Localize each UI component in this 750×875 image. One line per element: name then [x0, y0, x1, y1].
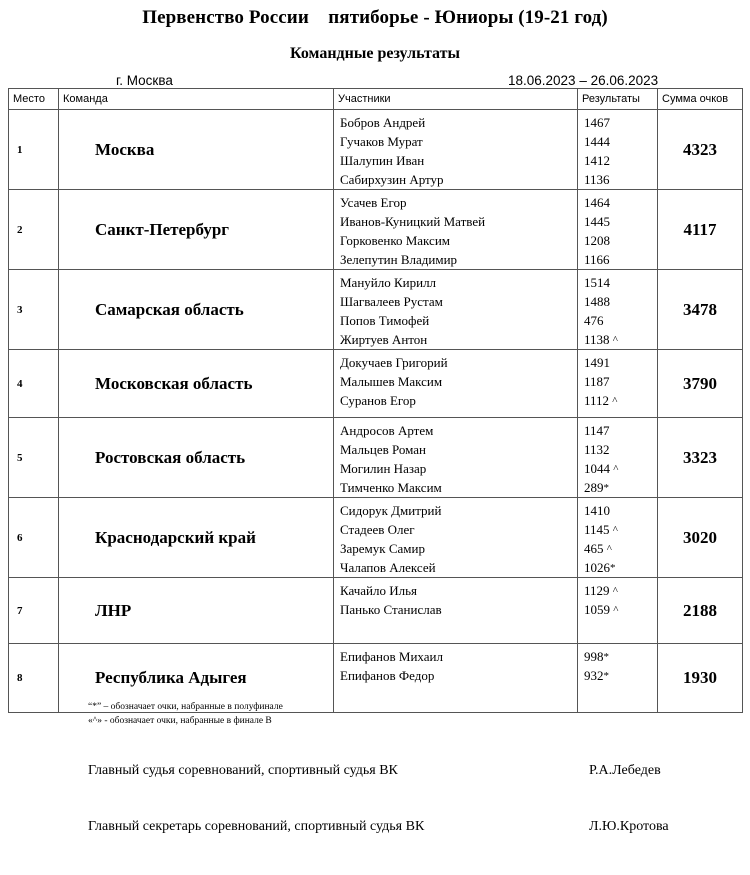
result-list: [578, 270, 657, 349]
cell-place: 1: [9, 110, 59, 190]
result-value: 1147: [584, 423, 610, 438]
cell-place: 6: [9, 498, 59, 578]
member-name: Жиртуев Антон: [340, 332, 428, 347]
result-value: 1136: [584, 172, 610, 187]
result-value: 476: [584, 313, 604, 328]
result-value: 1467: [584, 115, 610, 130]
cell-members: [334, 418, 578, 498]
result-value: 932*: [584, 668, 609, 683]
result-value: 1445: [584, 214, 610, 229]
cell-place: 5: [9, 418, 59, 498]
table-row: [9, 110, 743, 190]
signature-role: Главный судья соревнований, спортивный судья ВК: [88, 763, 398, 778]
cell-place: 7: [9, 578, 59, 644]
member-list: [334, 418, 577, 497]
result-value: 1166: [584, 252, 610, 267]
table-row: [9, 350, 743, 418]
signature-name: Р.А.Лебедев: [589, 763, 661, 778]
result-list: [578, 350, 657, 410]
signature-row: [0, 819, 750, 875]
cell-place: 2: [9, 190, 59, 270]
member-name: Епифанов Федор: [340, 668, 435, 683]
table-body: [9, 110, 743, 713]
cell-team-name: ЛНР: [59, 578, 334, 644]
cell-team-name: Краснодарский край: [59, 498, 334, 578]
member-list: [334, 110, 577, 189]
cell-team-name: Самарская область: [59, 270, 334, 350]
member-name: Гучаков Мурат: [340, 134, 423, 149]
cell-total-points: 2188: [658, 578, 743, 644]
result-value: 1412: [584, 153, 610, 168]
cell-results: [578, 498, 658, 578]
member-name: Шалупин Иван: [340, 153, 425, 168]
member-name: Андросов Артем: [340, 423, 434, 438]
cell-total-points: 3020: [658, 498, 743, 578]
cell-place: 4: [9, 350, 59, 418]
event-dates: 18.06.2023 – 26.06.2023: [508, 72, 659, 88]
result-list: [578, 498, 657, 577]
table-row: [9, 578, 743, 644]
cell-results: [578, 190, 658, 270]
result-value: 1187: [584, 374, 610, 389]
cell-members: [334, 270, 578, 350]
cell-place: 3: [9, 270, 59, 350]
member-name: Бобров Андрей: [340, 115, 426, 130]
result-value: 1145 ^: [584, 522, 618, 537]
member-name: Мальцев Роман: [340, 442, 426, 457]
member-list: [334, 498, 577, 577]
result-value: 1112 ^: [584, 393, 618, 408]
result-value: 1132: [584, 442, 610, 457]
result-value: 1059 ^: [584, 602, 619, 617]
member-name: Попов Тимофей: [340, 313, 430, 328]
cell-team-name: Ростовская область: [59, 418, 334, 498]
result-value: 998*: [584, 649, 609, 664]
member-name: Тимченко Максим: [340, 480, 442, 495]
event-city: г. Москва: [116, 72, 173, 88]
member-list: [334, 578, 577, 619]
member-list: [334, 190, 577, 269]
cell-total-points: 3790: [658, 350, 743, 418]
signature-row: [0, 763, 750, 819]
signatures: [0, 763, 750, 875]
cell-total-points: 4323: [658, 110, 743, 190]
cell-results: [578, 418, 658, 498]
member-name: Докучаев Григорий: [340, 355, 448, 370]
column-header-team: Команда: [59, 89, 334, 110]
result-value: 465 ^: [584, 541, 612, 556]
cell-results: [578, 644, 658, 713]
result-value: 1129 ^: [584, 583, 618, 598]
cell-total-points: 3323: [658, 418, 743, 498]
member-name: Мануйло Кирилл: [340, 275, 437, 290]
footnote-line: «^» - обозначает очки, набранные в финале В: [88, 716, 272, 726]
member-name: Чалапов Алексей: [340, 560, 436, 575]
result-value: 1488: [584, 294, 610, 309]
member-name: Сабирхузин Артур: [340, 172, 444, 187]
cell-results: [578, 110, 658, 190]
signature-name: Л.Ю.Кротова: [589, 819, 669, 834]
cell-team-name: Санкт-Петербург: [59, 190, 334, 270]
table-row: [9, 418, 743, 498]
page-subtitle: Командные результаты: [290, 44, 460, 62]
cell-members: [334, 110, 578, 190]
cell-total-points: 3478: [658, 270, 743, 350]
result-value: 1044 ^: [584, 461, 619, 476]
cell-members: [334, 190, 578, 270]
table-header-row: [9, 89, 743, 110]
signature-role: Главный секретарь соревнований, спортивный судья ВК: [88, 819, 425, 834]
result-value: 1491: [584, 355, 610, 370]
cell-team-name: Республика Адыгея: [59, 644, 334, 713]
footnote-line: “*” – обозначает очки, набранные в полуфинале: [88, 702, 283, 712]
result-value: 1208: [584, 233, 610, 248]
member-name: Заремук Самир: [340, 541, 425, 556]
cell-members: [334, 644, 578, 713]
member-name: Стадеев Олег: [340, 522, 415, 537]
cell-place: 8: [9, 644, 59, 713]
result-list: [578, 418, 657, 497]
result-list: [578, 110, 657, 189]
member-name: Зелепутин Владимир: [340, 252, 458, 267]
cell-members: [334, 350, 578, 418]
table-row: [9, 270, 743, 350]
member-list: [334, 350, 577, 410]
result-list: [578, 190, 657, 269]
result-list: [578, 578, 657, 619]
result-list: [578, 644, 657, 685]
member-name: Суранов Егор: [340, 393, 416, 408]
member-name: Горковенко Максим: [340, 233, 450, 248]
cell-total-points: 4117: [658, 190, 743, 270]
table-row: [9, 498, 743, 578]
cell-results: [578, 350, 658, 418]
member-name: Панько Станислав: [340, 602, 442, 617]
result-value: 1464: [584, 195, 610, 210]
cell-team-name: Московская область: [59, 350, 334, 418]
column-header-results: Результаты: [578, 89, 658, 110]
cell-members: [334, 498, 578, 578]
member-name: Иванов-Куницкий Матвей: [340, 214, 486, 229]
column-header-sum: Сумма очков: [658, 89, 743, 110]
member-name: Шагвалеев Рустам: [340, 294, 443, 309]
result-value: 1138 ^: [584, 332, 618, 347]
member-name: Могилин Назар: [340, 461, 427, 476]
member-name: Сидорук Дмитрий: [340, 503, 442, 518]
cell-results: [578, 578, 658, 644]
cell-members: [334, 578, 578, 644]
cell-team-name: Москва: [59, 110, 334, 190]
cell-results: [578, 270, 658, 350]
result-value: 1444: [584, 134, 610, 149]
result-value: 1514: [584, 275, 610, 290]
column-header-place: Место: [9, 89, 59, 110]
page-title: Первенство России пятиборье - Юниоры (19-21 год): [142, 7, 608, 28]
member-name: Качайло Илья: [340, 583, 418, 598]
column-header-members: Участники: [334, 89, 578, 110]
result-value: 289*: [584, 480, 609, 495]
member-name: Усачев Егор: [340, 195, 407, 210]
member-name: Епифанов Михаил: [340, 649, 443, 664]
footnotes: [88, 700, 283, 728]
cell-total-points: 1930: [658, 644, 743, 713]
table-row: [9, 190, 743, 270]
member-list: [334, 644, 577, 685]
member-list: [334, 270, 577, 349]
result-value: 1410: [584, 503, 610, 518]
result-value: 1026*: [584, 560, 616, 575]
team-results-table: [8, 88, 743, 713]
member-name: Малышев Максим: [340, 374, 443, 389]
